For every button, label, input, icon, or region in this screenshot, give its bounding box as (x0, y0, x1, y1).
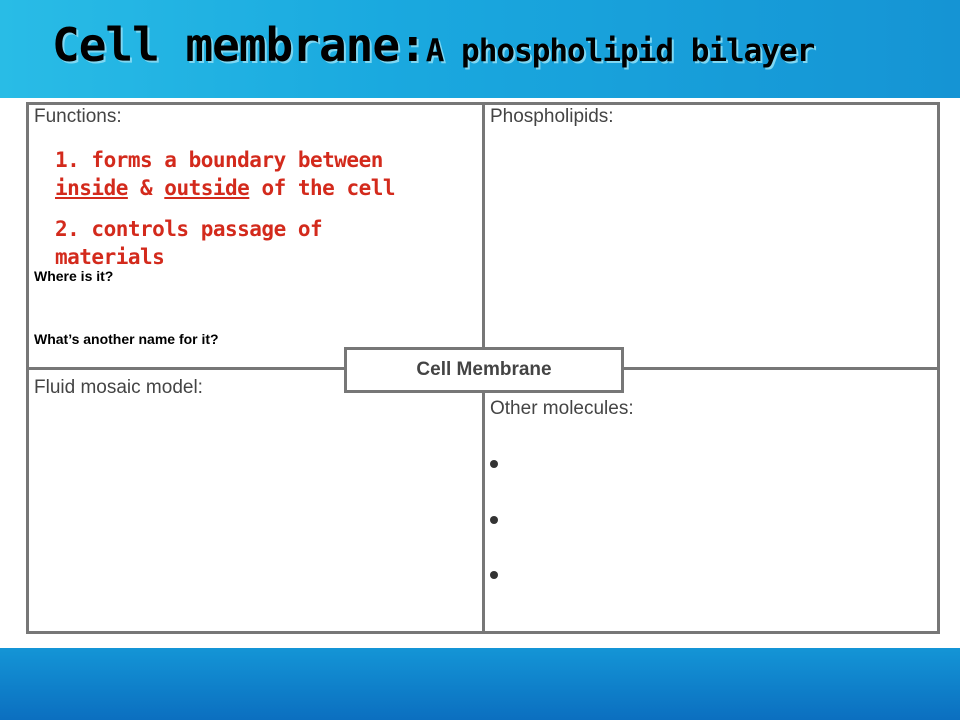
center-label-box (344, 347, 624, 393)
function-answer-1-suffix: of the cell (249, 176, 396, 200)
prompt-where: Where is it? (34, 268, 114, 284)
bullet-2 (490, 516, 498, 524)
center-label: Cell Membrane (416, 359, 552, 380)
phospholipids-label: Phospholipids: (490, 106, 614, 127)
word-outside: outside (164, 176, 250, 200)
fluid-mosaic-label: Fluid mosaic model: (34, 377, 203, 398)
bullet-3 (490, 571, 498, 579)
slide-title-main: Cell membrane: (52, 18, 426, 72)
slide-title (52, 18, 814, 72)
bullet-1 (490, 460, 498, 468)
function-answer-2 (55, 215, 322, 271)
word-ampersand: & (127, 176, 165, 200)
word-inside: inside (55, 176, 128, 200)
footer-band (0, 648, 960, 720)
slide-title-sub: A phospholipid bilayer (425, 33, 815, 69)
function-answer-2-line1: 2. controls passage of (55, 217, 323, 241)
function-answer-1 (55, 146, 395, 202)
title-banner (0, 0, 960, 98)
prompt-another-name: What’s another name for it? (34, 331, 219, 347)
other-molecules-label: Other molecules: (490, 398, 634, 419)
functions-label: Functions: (34, 106, 122, 127)
function-answer-2-line2: materials (55, 245, 165, 269)
function-answer-1-line1: 1. forms a boundary between (55, 148, 383, 172)
function-answer-1-line2 (55, 174, 395, 202)
